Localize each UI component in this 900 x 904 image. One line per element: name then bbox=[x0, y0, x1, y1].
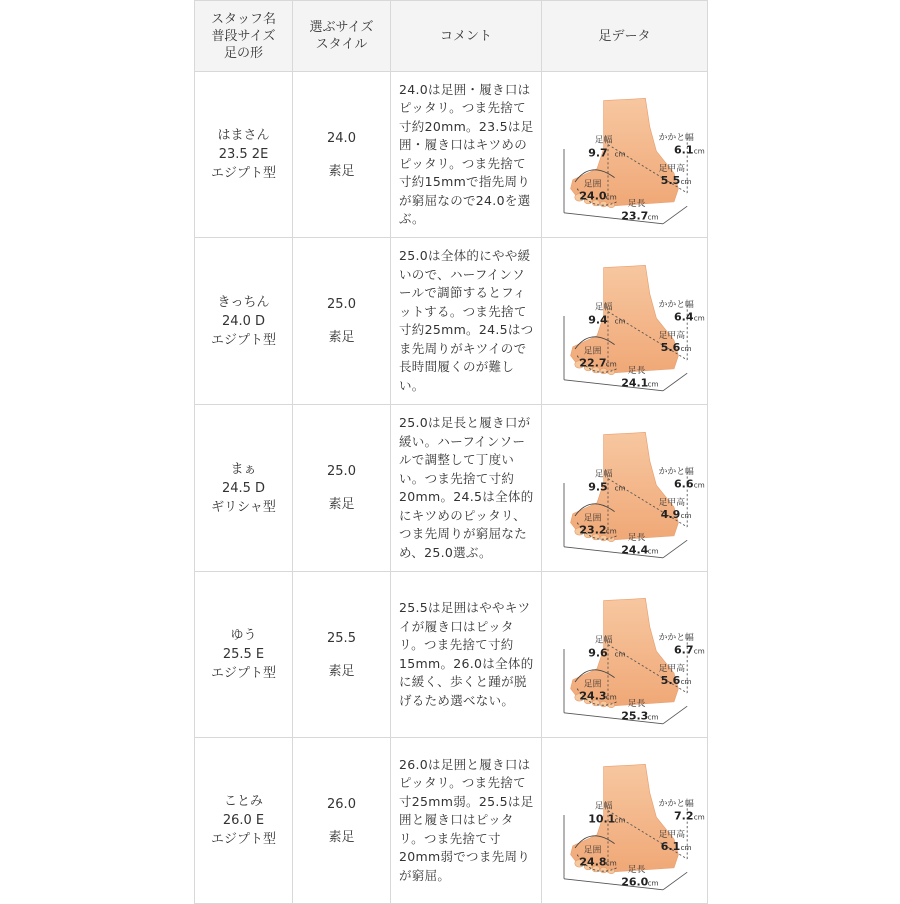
heel-width-unit: cm bbox=[693, 812, 705, 822]
style-value: 素足 bbox=[328, 829, 355, 845]
foot-data-cell bbox=[542, 572, 708, 738]
foot-width-label: 足幅 bbox=[594, 801, 613, 812]
foot-width-unit: cm bbox=[614, 483, 626, 493]
comment-text: 25.5は足囲はややキツイが履き口はピッタリ。つま先捨て寸約15mm。26.0は全体的に緩く、歩くと踵が脱げるため選べない。 bbox=[399, 600, 534, 708]
foot-diagram bbox=[542, 72, 707, 237]
staff-foot-shape: ギリシャ型 bbox=[211, 499, 276, 515]
heel-width-unit: cm bbox=[693, 146, 705, 156]
girth-unit: cm bbox=[605, 192, 617, 202]
length-end bbox=[663, 872, 687, 890]
staff-usual-size: 24.5 D bbox=[221, 480, 266, 496]
staff-foot-shape: エジプト型 bbox=[210, 666, 276, 681]
foot-width-value: 9.4 bbox=[588, 313, 608, 327]
style-value: 素足 bbox=[328, 330, 355, 345]
foot-flat-value: 6.1 bbox=[660, 840, 681, 854]
foot-flat-label: 足甲高 bbox=[658, 830, 686, 840]
foot-width-value: 9.6 bbox=[588, 646, 608, 660]
length-unit: cm bbox=[647, 878, 659, 888]
toe bbox=[608, 868, 615, 873]
staff-cell bbox=[195, 72, 293, 238]
length-label: 足長 bbox=[627, 865, 646, 876]
length-end bbox=[663, 206, 687, 224]
foot-flat-label: 足甲高 bbox=[658, 664, 686, 674]
girth-unit: cm bbox=[605, 858, 617, 868]
staff-name: まぁ bbox=[230, 461, 257, 477]
size-cell bbox=[293, 572, 391, 738]
header-foot-data: 足データ bbox=[542, 1, 708, 72]
header-staff-usual-size: 普段サイズ bbox=[211, 28, 276, 44]
header-style: スタイル bbox=[315, 37, 368, 52]
length-label: 足長 bbox=[627, 199, 646, 210]
table-row bbox=[195, 72, 708, 238]
girth-label: 足囲 bbox=[583, 679, 602, 690]
girth-unit: cm bbox=[605, 692, 617, 702]
comment-cell bbox=[391, 405, 542, 572]
girth-unit: cm bbox=[605, 359, 617, 369]
foot-flat-value: 5.5 bbox=[660, 174, 681, 188]
girth-label: 足囲 bbox=[583, 845, 602, 856]
staff-cell bbox=[195, 738, 293, 904]
header-chosen-size: 選ぶサイズ bbox=[309, 20, 374, 35]
foot-flat-unit: cm bbox=[680, 843, 692, 853]
chosen-size: 26.0 bbox=[327, 796, 356, 812]
header-staff-foot-shape: 足の形 bbox=[223, 45, 263, 61]
length-value: 24.4 bbox=[621, 542, 649, 556]
heel-width-value: 6.6 bbox=[674, 476, 694, 490]
foot-flat-unit: cm bbox=[680, 677, 692, 687]
style-value: 素足 bbox=[328, 497, 355, 512]
staff-foot-shape: エジプト型 bbox=[210, 332, 276, 348]
foot-flat-unit: cm bbox=[680, 177, 692, 187]
comment-text: 24.0は足囲・履き口はピッタリ。つま先捨て寸約20mm。23.5は足囲・履き口はキツめのピッタリ。つま先捨て寸約15mmで指先周りが窮屈なので24.0を選ぶ。 bbox=[399, 81, 534, 226]
length-unit: cm bbox=[647, 545, 659, 555]
foot-width-value: 9.5 bbox=[588, 480, 608, 494]
foot-flat-value: 5.6 bbox=[660, 674, 681, 688]
length-unit: cm bbox=[647, 712, 659, 722]
foot-data-cell bbox=[542, 738, 708, 904]
foot-flat-label: 足甲高 bbox=[658, 497, 686, 508]
girth-label: 足囲 bbox=[583, 179, 602, 190]
staff-usual-size: 26.0 E bbox=[222, 813, 265, 828]
style-value: 素足 bbox=[328, 663, 355, 679]
staff-cell bbox=[195, 238, 293, 405]
toe bbox=[608, 702, 615, 707]
foot-width-unit: cm bbox=[614, 316, 626, 326]
table-row bbox=[195, 405, 708, 572]
foot-width-label: 足幅 bbox=[594, 468, 613, 479]
foot-diagram bbox=[542, 239, 707, 404]
length-unit: cm bbox=[647, 378, 659, 388]
length-unit: cm bbox=[647, 212, 659, 222]
size-cell bbox=[293, 238, 391, 405]
heel-width-unit: cm bbox=[693, 479, 705, 489]
header-comment: コメント bbox=[391, 1, 542, 72]
foot-width-value: 9.7 bbox=[588, 146, 608, 160]
foot-diagram bbox=[542, 738, 707, 903]
girth-unit: cm bbox=[605, 526, 617, 536]
toe bbox=[608, 536, 615, 541]
toe bbox=[608, 369, 615, 374]
heel-width-label: かかと幅 bbox=[658, 799, 694, 810]
foot-width-unit: cm bbox=[614, 815, 626, 825]
chosen-size: 24.0 bbox=[327, 130, 356, 146]
header-staff bbox=[195, 1, 293, 72]
heel-width-unit: cm bbox=[693, 646, 705, 656]
comment-cell bbox=[391, 738, 542, 904]
length-label: 足長 bbox=[627, 532, 646, 543]
girth-value: 23.2 bbox=[579, 523, 607, 537]
girth-label: 足囲 bbox=[583, 345, 602, 356]
size-cell bbox=[293, 738, 391, 904]
comment-cell bbox=[391, 238, 542, 405]
staff-name: ことみ bbox=[223, 794, 263, 809]
staff-foot-shape: エジプト型 bbox=[210, 166, 276, 181]
table-row bbox=[195, 738, 708, 904]
size-cell bbox=[293, 72, 391, 238]
foot-flat-unit: cm bbox=[680, 343, 692, 353]
length-label: 足長 bbox=[627, 699, 646, 710]
length-end bbox=[663, 373, 687, 391]
girth-value: 24.0 bbox=[579, 189, 607, 203]
foot-flat-value: 5.6 bbox=[660, 340, 681, 354]
foot-width-value: 10.1 bbox=[588, 812, 616, 826]
foot-width-label: 足幅 bbox=[594, 135, 613, 146]
length-value: 23.7 bbox=[621, 209, 649, 223]
length-value: 26.0 bbox=[621, 875, 649, 889]
length-end bbox=[663, 706, 687, 724]
style-value: 素足 bbox=[328, 163, 355, 179]
foot-width-label: 足幅 bbox=[594, 301, 613, 312]
length-label: 足長 bbox=[627, 365, 646, 376]
length-value: 24.1 bbox=[621, 375, 649, 389]
size-comparison-table bbox=[194, 0, 708, 904]
size-cell bbox=[293, 405, 391, 572]
table-header-row bbox=[195, 1, 708, 72]
foot-flat-label: 足甲高 bbox=[658, 330, 686, 341]
girth-label: 足囲 bbox=[583, 512, 602, 523]
heel-width-value: 7.2 bbox=[674, 809, 694, 823]
heel-width-unit: cm bbox=[693, 312, 705, 322]
comment-text: 26.0は足囲と履き口はピッタリ。つま先捨て寸25mm弱。25.5は足囲と履き口はピッタリ。つま先捨て寸20mm弱でつま先周りが窮屈。 bbox=[399, 756, 534, 883]
staff-usual-size: 24.0 D bbox=[221, 313, 266, 329]
foot-data-cell bbox=[542, 238, 708, 405]
foot-width-unit: cm bbox=[614, 649, 626, 659]
foot-width-label: 足幅 bbox=[594, 635, 613, 646]
staff-cell bbox=[195, 405, 293, 572]
heel-width-value: 6.7 bbox=[674, 643, 694, 657]
staff-usual-size: 25.5 E bbox=[222, 647, 265, 662]
staff-name: きっちん bbox=[217, 294, 270, 310]
toe bbox=[608, 202, 615, 207]
foot-flat-unit: cm bbox=[680, 510, 692, 520]
header-size bbox=[293, 1, 391, 72]
comment-text: 25.0は全体的にやや緩いので、ハーフインソールで調節するとフィットする。つま先捨て寸約25mm。24.5はつま先周りがキツイので長時間履くのが難しい。 bbox=[399, 248, 534, 393]
length-value: 25.3 bbox=[621, 709, 649, 723]
comment-text: 25.0は足長と履き口が緩い。ハーフインソールで調整して丁度い い。つま先捨て寸約20mm。24.5は全体的にキツめのピッタリ、つま先周りが窮屈なため、25.0選ぶ。 bbox=[399, 415, 534, 560]
heel-width-label: かかと幅 bbox=[658, 466, 694, 477]
foot-data-cell bbox=[542, 72, 708, 238]
staff-cell bbox=[195, 572, 293, 738]
staff-foot-shape: エジプト型 bbox=[210, 832, 276, 847]
staff-name: はまさん bbox=[217, 128, 270, 143]
table-row bbox=[195, 572, 708, 738]
girth-value: 22.7 bbox=[579, 356, 607, 370]
heel-width-label: かかと幅 bbox=[658, 133, 694, 144]
heel-width-label: かかと幅 bbox=[658, 299, 694, 310]
foot-diagram bbox=[542, 406, 707, 571]
foot-flat-value: 4.9 bbox=[660, 507, 681, 521]
chosen-size: 25.0 bbox=[327, 464, 356, 479]
heel-width-label: かかと幅 bbox=[658, 633, 694, 644]
header-staff-name: スタッフ名 bbox=[210, 11, 276, 27]
chosen-size: 25.5 bbox=[327, 630, 356, 646]
foot-data-cell bbox=[542, 405, 708, 572]
comment-cell bbox=[391, 572, 542, 738]
foot-flat-label: 足甲高 bbox=[658, 164, 686, 174]
staff-name: ゆう bbox=[230, 628, 257, 643]
girth-value: 24.3 bbox=[579, 689, 607, 703]
length-end bbox=[663, 540, 687, 558]
foot-diagram bbox=[542, 572, 707, 737]
heel-width-value: 6.1 bbox=[674, 143, 694, 157]
girth-value: 24.8 bbox=[579, 855, 607, 869]
comment-cell bbox=[391, 72, 542, 238]
heel-width-value: 6.4 bbox=[674, 309, 694, 323]
chosen-size: 25.0 bbox=[327, 297, 356, 312]
table-row bbox=[195, 238, 708, 405]
foot-width-unit: cm bbox=[614, 149, 626, 159]
staff-size-table bbox=[194, 0, 708, 904]
staff-usual-size: 23.5 2E bbox=[218, 147, 269, 162]
